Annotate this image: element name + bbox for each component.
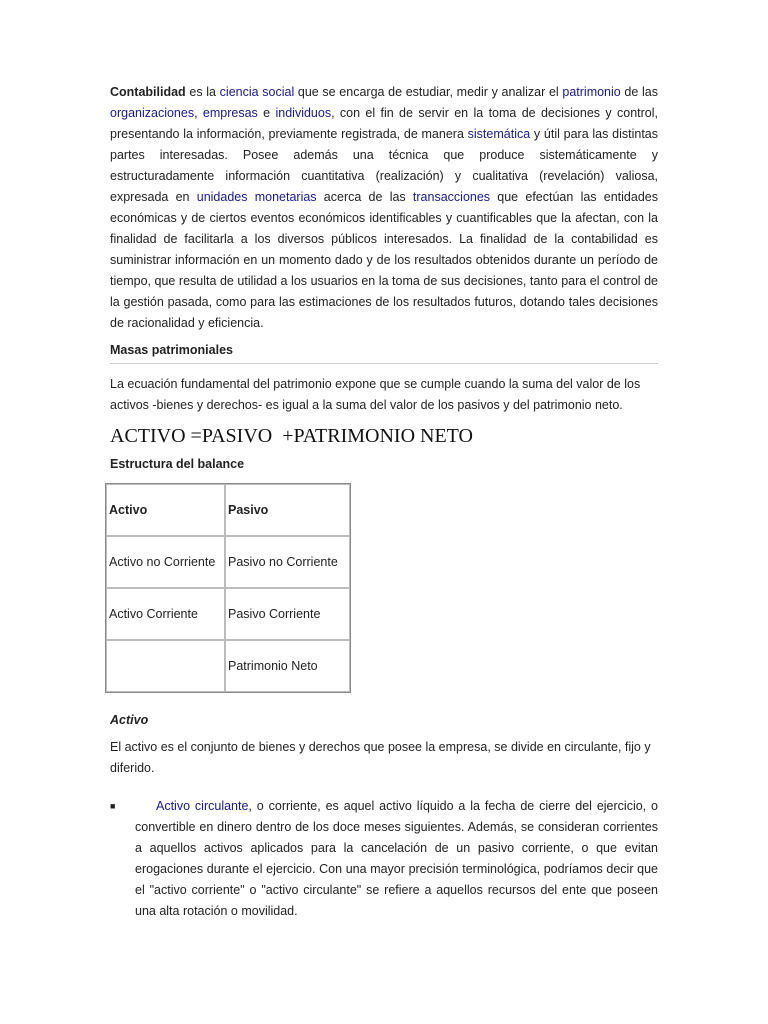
table-cell-empty xyxy=(106,640,225,692)
table-cell: Pasivo no Corriente xyxy=(225,536,350,588)
heading-activo: Activo xyxy=(110,713,149,727)
table-row xyxy=(106,536,350,588)
bullet-square-icon: ■ xyxy=(110,801,116,811)
link-patrimonio[interactable]: patrimonio xyxy=(562,85,621,99)
link-empresas[interactable]: empresas xyxy=(202,106,258,120)
equation-activo: ACTIVO xyxy=(110,425,186,447)
link-organizaciones[interactable]: organizaciones xyxy=(110,106,195,120)
equation-patrimonio-neto: PATRIMONIO NETO xyxy=(293,425,473,447)
table-cell: Patrimonio Neto xyxy=(225,640,350,692)
activo-paragraph: El activo es el conjunto de bienes y derechos que posee la empresa, se divide en circulante, fijo y diferido. xyxy=(110,740,651,775)
text-segment: acerca de las xyxy=(316,190,413,204)
list-item xyxy=(110,796,658,922)
link-transacciones[interactable]: transacciones xyxy=(412,190,491,204)
table-header-row xyxy=(106,484,350,536)
heading-masas-patrimoniales: Masas patrimoniales xyxy=(110,340,658,364)
text-segment: , con el fin de servir en la toma de decisiones y control, presentando la información, previamente registrada, de manera xyxy=(110,106,658,141)
equation-equals: = xyxy=(190,425,202,447)
text-segment: de las xyxy=(620,85,658,99)
text-segment: e xyxy=(257,106,276,120)
table-row xyxy=(106,640,350,692)
text-segment: , xyxy=(194,106,203,120)
link-ciencia-social[interactable]: ciencia social xyxy=(219,85,295,99)
header-activo: Activo xyxy=(106,484,225,536)
term-contabilidad: Contabilidad xyxy=(110,85,186,99)
table-row xyxy=(106,588,350,640)
masas-paragraph: La ecuación fundamental del patrimonio expone que se cumple cuando la suma del valor de los activos -bienes y derechos- es igual a la suma del valor de los pasivos y del patrimonio neto. xyxy=(110,377,641,412)
heading-estructura-balance: Estructura del balance xyxy=(110,457,245,471)
link-unidades-monetarias[interactable]: unidades monetarias xyxy=(196,190,317,204)
bullet-text xyxy=(135,796,658,922)
text-segment: es la xyxy=(185,85,220,99)
text-segment: , o corriente, es aquel activo líquido a la fecha de cierre del ejercicio, o convertible en dinero dentro de los doce meses siguientes. Además, se consideran corrientes a aquellos activos aplicados para la cancelación de un pasivo corriente, o que evitan erogaciones durante el ejercicio. Con una mayor precisión terminológica, podríamos decir que el "activo corriente" o "activo circulante" se refiere a aquellos recursos del ente que poseen una alta rotación o movilidad. xyxy=(135,799,658,918)
table-cell: Activo Corriente xyxy=(106,588,225,640)
text-segment: y útil para las distintas partes interesadas. Posee además una técnica que produce sistemáticamente y estructuradamente información cuantitativa (realización) y cualitativa (revelación) valiosa, expresada en xyxy=(110,127,658,204)
equation-pasivo: PASIVO xyxy=(201,425,273,447)
table-cell: Pasivo Corriente xyxy=(225,588,350,640)
equation-plus: + xyxy=(282,425,294,447)
link-individuos[interactable]: individuos xyxy=(275,106,332,120)
accounting-equation xyxy=(110,422,473,450)
text-segment: que efectúan las entidades económicas y de ciertos eventos económicos identificables y cuantificables que la afectan, con la finalidad de facilitarla a los diversos públicos interesados. La finalidad de la contabilidad es suministrar información en un momento dado y de los resultados obtenidos durante un período de tiempo, que resulta de utilidad a los usuarios en la toma de sus decisiones, tanto para el control de la gestión pasada, como para las estimaciones de los resultados futuros, dotando tales decisiones de racionalidad y eficiencia. xyxy=(110,190,658,330)
link-activo-circulante[interactable]: Activo circulante xyxy=(156,799,249,813)
table-cell: Activo no Corriente xyxy=(106,536,225,588)
intro-paragraph xyxy=(110,82,658,334)
balance-table xyxy=(105,483,351,693)
header-pasivo: Pasivo xyxy=(225,484,350,536)
link-sistematica[interactable]: sistemática xyxy=(467,127,531,141)
text-segment: que se encarga de estudiar, medir y analizar el xyxy=(294,85,563,99)
